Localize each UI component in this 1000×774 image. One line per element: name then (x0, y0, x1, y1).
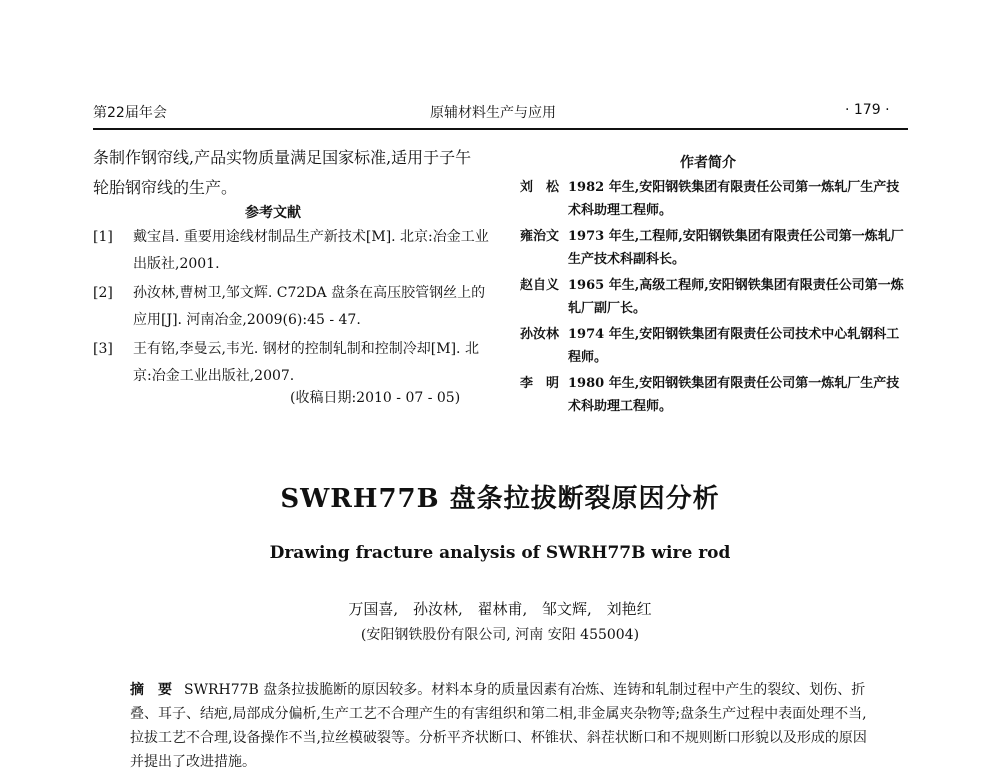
article-title: SWRH77B 盘条拉拔断裂原因分析 (280, 484, 720, 514)
article-affiliation: (安阳钢铁股份有限公司, 河南 安阳 455004) (360, 627, 640, 643)
author-name: 李 明 (520, 376, 560, 391)
author-intro-item (520, 176, 910, 222)
author-bio: 1974 年生,安阳钢铁集团有限责任公司技术中心轧钢科工程师。 (568, 327, 900, 365)
author-name: 赵自义 (520, 278, 560, 293)
author-name: 刘 松 (520, 180, 560, 195)
author-name: 雍治文 (520, 229, 560, 244)
author-bio: 1973 年生,工程师,安阳钢铁集团有限责任公司第一炼轧厂生产技术科副科长。 (568, 229, 904, 267)
author-intro-item (520, 372, 910, 418)
author-bio: 1982 年生,安阳钢铁集团有限责任公司第一炼轧厂生产技术科助理工程师。 (568, 180, 900, 218)
reference-number: [3] (93, 341, 113, 357)
page-number: · 179 · (845, 102, 890, 118)
author-name: 孙汝林 (520, 327, 560, 342)
author-bio: 1965 年生,高级工程师,安阳钢铁集团有限责任公司第一炼轧厂副厂长。 (568, 278, 904, 316)
references-title: 参考文献 (245, 205, 301, 221)
header-rule (93, 128, 908, 130)
running-header-left: 第22届年会 (93, 105, 167, 121)
abstract-text: SWRH77B 盘条拉拔脆断的原因较多。材料本身的质量因素有冶炼、连铸和轧制过程中产生的裂纹、划伤、折叠、耳子、结疤,局部成分偏析,生产工艺不合理产生的有害组织和第二相,非金属夹杂物等;盘条生产过程中表面处理不当,拉拔工艺不合理,设备操作不当,拉丝模破裂等。分析平齐状断口、杯锥状、斜茬状断口和不规则断口形貌以及形成的原因并提出了改进措施。 (130, 682, 867, 770)
reference-number: [2] (93, 285, 113, 301)
reference-item (93, 224, 493, 278)
article-authors: 万国喜, 孙汝林, 翟林甫, 邹文辉, 刘艳红 (348, 600, 652, 618)
author-bio: 1980 年生,安阳钢铁集团有限责任公司第一炼轧厂生产技术科助理工程师。 (568, 376, 900, 414)
received-date: (收稿日期:2010 - 07 - 05) (290, 390, 461, 406)
reference-item (93, 280, 493, 334)
author-intro-item (520, 274, 910, 320)
abstract-label: 摘 要 (130, 682, 172, 698)
reference-text: 戴宝昌. 重要用途线材制品生产新技术[M]. 北京:冶金工业出版社,2001. (133, 229, 489, 272)
reference-number: [1] (93, 229, 113, 245)
reference-list (93, 224, 493, 392)
author-intro-title: 作者简介 (680, 155, 736, 171)
running-header-center: 原辅材料生产与应用 (430, 105, 556, 121)
reference-item (93, 336, 493, 390)
article-english-title: Drawing fracture analysis of SWRH77B wire rod (269, 543, 731, 563)
reference-text: 王有铭,李曼云,韦光. 钢材的控制轧制和控制冷却[M]. 北京:冶金工业出版社,2007. (133, 341, 479, 384)
author-intro-list (520, 176, 910, 421)
lead-paragraph: 条制作钢帘线,产品实物质量满足国家标准,适用于子午轮胎钢帘线的生产。 (93, 148, 472, 197)
author-intro-item (520, 323, 910, 369)
author-intro-item (520, 225, 910, 271)
reference-text: 孙汝林,曹树卫,邹文辉. C72DA 盘条在高压胶管钢丝上的应用[J]. 河南冶金,2009(6):45 - 47. (133, 285, 486, 328)
